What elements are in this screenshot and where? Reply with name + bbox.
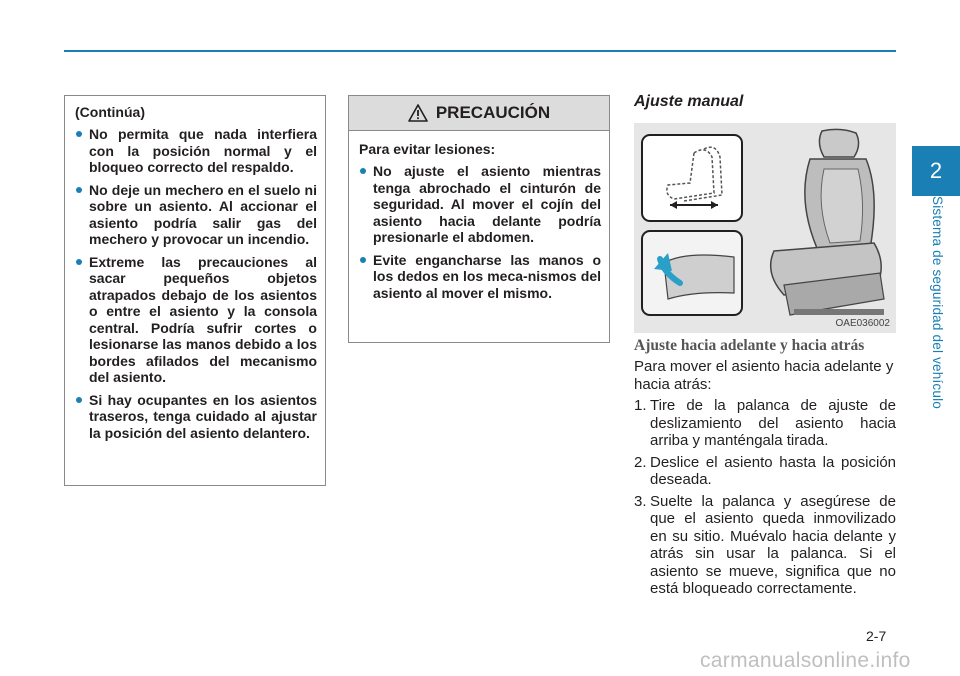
- list-item: [634, 397, 896, 450]
- list-item: Evite engancharse las manos o los dedos en los meca-nismos del asiento al mover el mismo.: [359, 252, 601, 302]
- caution-list: [359, 163, 601, 301]
- chapter-title: Sistema de seguridad del vehículo: [930, 196, 945, 409]
- list-item: No deje un mechero en el suelo ni sobre un asiento. Al accionar el asiento podría salir gas del mechero y provocar un incendio.: [75, 182, 317, 248]
- figure-code: OAE036002: [835, 318, 890, 329]
- caution-header: [349, 96, 609, 131]
- section-title: Ajuste manual: [634, 93, 744, 110]
- steps-list: [634, 397, 896, 598]
- caution-lead: Para evitar lesiones:: [359, 141, 496, 157]
- page-number: 2-7: [866, 628, 887, 644]
- intro-text: Para mover el asiento hacia adelante y hacia atrás:: [634, 358, 894, 393]
- step-text: Suelte la palanca y asegúrese de que el asiento queda inmovilizado en su sitio. Muévalo hacia delante y atrás sin usar la palanca. Si el asiento se mueve, significa que no está bloqueado correctamente.: [650, 492, 896, 597]
- instructions: [634, 358, 896, 602]
- top-rule: [64, 50, 896, 52]
- list-item: [634, 493, 896, 598]
- step-number: 1.: [634, 397, 647, 414]
- chapter-tab: 2: [912, 146, 960, 196]
- caution-title: PRECAUCIÓN: [435, 103, 551, 122]
- watermark: carmanualsonline.info: [700, 649, 911, 672]
- list-item: Extreme las precauciones al sacar pequeños objetos atrapados debajo de los asientos o entre el asiento y la consola central. Podría sufrir cortes o lesionarse las manos debido a los bordes afilados del mecanismo del asiento.: [75, 254, 317, 386]
- seat-figure: [634, 123, 896, 333]
- list-item: No permita que nada interfiera con la posición normal y el bloqueo correcto del respaldo.: [75, 126, 317, 176]
- warning-triangle-icon: [408, 104, 428, 122]
- caution-box: [348, 95, 610, 343]
- warning-list: [75, 126, 317, 441]
- continued-warning-box: [64, 95, 326, 486]
- list-item: [634, 454, 896, 489]
- step-text: Deslice el asiento hasta la posición deseada.: [650, 453, 896, 488]
- seat-illustration: [634, 123, 896, 333]
- subsection-title: Ajuste hacia adelante y hacia atrás: [634, 337, 865, 354]
- step-number: 2.: [634, 453, 647, 471]
- step-text: Tire de la palanca de ajuste de deslizamiento del asiento hacia arriba y manténgala tirada.: [650, 397, 896, 449]
- list-item: No ajuste el asiento mientras tenga abrochado el cinturón de seguridad. Al mover el cojín del asiento hacia delante podría presionarle el abdomen.: [359, 163, 601, 246]
- list-item: Si hay ocupantes en los asientos traseros, tenga cuidado al ajustar la posición del asiento delantero.: [75, 392, 317, 442]
- step-number: 3.: [634, 492, 647, 510]
- box-lead: (Continúa): [75, 104, 145, 120]
